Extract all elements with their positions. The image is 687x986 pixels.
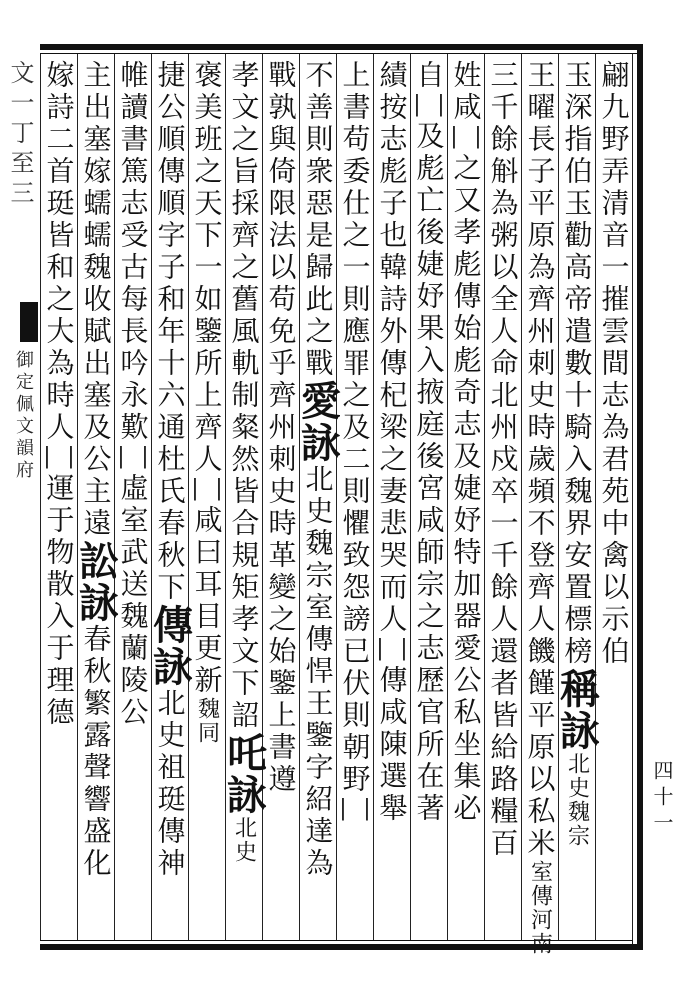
frame-top-border [40, 44, 643, 50]
repeat-mark: | [465, 124, 491, 153]
text-segment: 翩九野弄清音一摧雲間志為君苑中禽以示伯 [597, 60, 631, 668]
repeat-mark: | [206, 476, 232, 505]
text-segment: 室傳河南 [527, 860, 553, 956]
text-segment: 主出塞嫁蠕蠕魏收賦出塞及公主遠 [79, 60, 113, 540]
text-segment: 孝文之旨採齊之舊風軌制粲然皆合規矩孝文下詔 [227, 60, 261, 732]
text-segment: 北史魏宗 [564, 752, 590, 848]
text-segment: 運于物散入于理德 [42, 473, 76, 729]
repeat-mark: | [404, 92, 430, 121]
text-segment: 北史魏宗室傳悍王鑒字紹達為 [301, 464, 335, 880]
text-segment: 傳咸陳選舉 [375, 665, 409, 825]
repeat-mark: | [367, 636, 393, 665]
text-segment: 咸曰耳目更新 [190, 505, 224, 697]
repeat-mark: | [34, 444, 60, 473]
text-segment: 齊州刺史時革變之始鑒上書遵 [264, 380, 298, 796]
text-segment: 北史 [231, 816, 257, 864]
text-segment: 姓咸 [449, 60, 483, 124]
heading-character: 愛 [294, 380, 342, 422]
heading-character: 訟 [72, 540, 120, 582]
text-segment: 戰孰與倚限法以苟免乎 [264, 60, 298, 380]
text-segment: 玉深指伯玉勸高帝遣數十騎入魏界安置標榜 [560, 60, 594, 668]
heading-character: 詠 [72, 582, 120, 624]
text-segment: 武送魏蘭陵公 [116, 537, 150, 729]
repeat-mark: | [58, 444, 84, 473]
repeat-mark: | [108, 444, 134, 473]
text-segment: 魏同 [194, 697, 220, 745]
heading-character: 詠 [553, 710, 601, 752]
text-segment: 績按志彪子也韓詩外傳杞梁之妻悲哭而人 [375, 60, 409, 636]
book-title: 御定佩文韻府 [13, 350, 34, 482]
repeat-mark-pair [35, 444, 83, 473]
text-segment: 捷公順傳順字子和年十六通杜氏春秋下 [153, 60, 187, 604]
repeat-mark: | [330, 796, 356, 825]
text-segment: 褒美班之天下一如鑒所上齊人 [190, 60, 224, 476]
heading-character: 吒 [220, 732, 268, 774]
text-segment: 不善則衆惡是歸此之戰 [301, 60, 335, 380]
heading-character: 詠 [220, 774, 268, 816]
repeat-mark: | [132, 444, 158, 473]
heading-character: 詠 [294, 422, 342, 464]
text-segment: 之又孝彪傳始彪奇志及婕妤特加器愛公私坐集必 [449, 153, 483, 825]
heading-character: 傳 [146, 604, 194, 646]
repeat-mark: | [441, 124, 467, 153]
text-segment: 及彪亡後婕妤果入掖庭後宮咸師宗之志歷官所在著 [412, 121, 446, 825]
text-segment: 嫁詩二首珽皆和之大為時人 [42, 60, 76, 444]
text-segment: 王曜長子平原為齊州刺史時歲頻不登齊人饑饉平原以私米 [523, 60, 557, 860]
repeat-mark: | [391, 636, 417, 665]
page-number: 四十一 [650, 760, 674, 838]
text-segment: 自 [412, 60, 446, 92]
text-segment: 春秋繁露聲響盛化 [79, 624, 113, 880]
text-segment: 帷讀書篤志受古每長吟永歎 [116, 60, 150, 444]
frame-top-rule [40, 53, 643, 54]
repeat-mark: | [354, 796, 380, 825]
text-segment: 三千餘斛為粥以全人命北州戍卒一千餘人還者皆給路糧百 [486, 60, 520, 860]
text-segment: 上書苟委仕之一則應罪之及二則懼致怨謗已伏則朝野 [338, 60, 372, 796]
text-segment: 虛室 [116, 473, 150, 537]
text-segment: 北史祖珽傳神 [153, 688, 187, 880]
margin-fragment: 文一丁至三 [6, 60, 34, 210]
repeat-mark: | [428, 92, 454, 121]
text-column [34, 60, 84, 940]
repeat-mark: | [182, 476, 208, 505]
heading-character: 詠 [146, 646, 194, 688]
heading-character: 稱 [553, 668, 601, 710]
